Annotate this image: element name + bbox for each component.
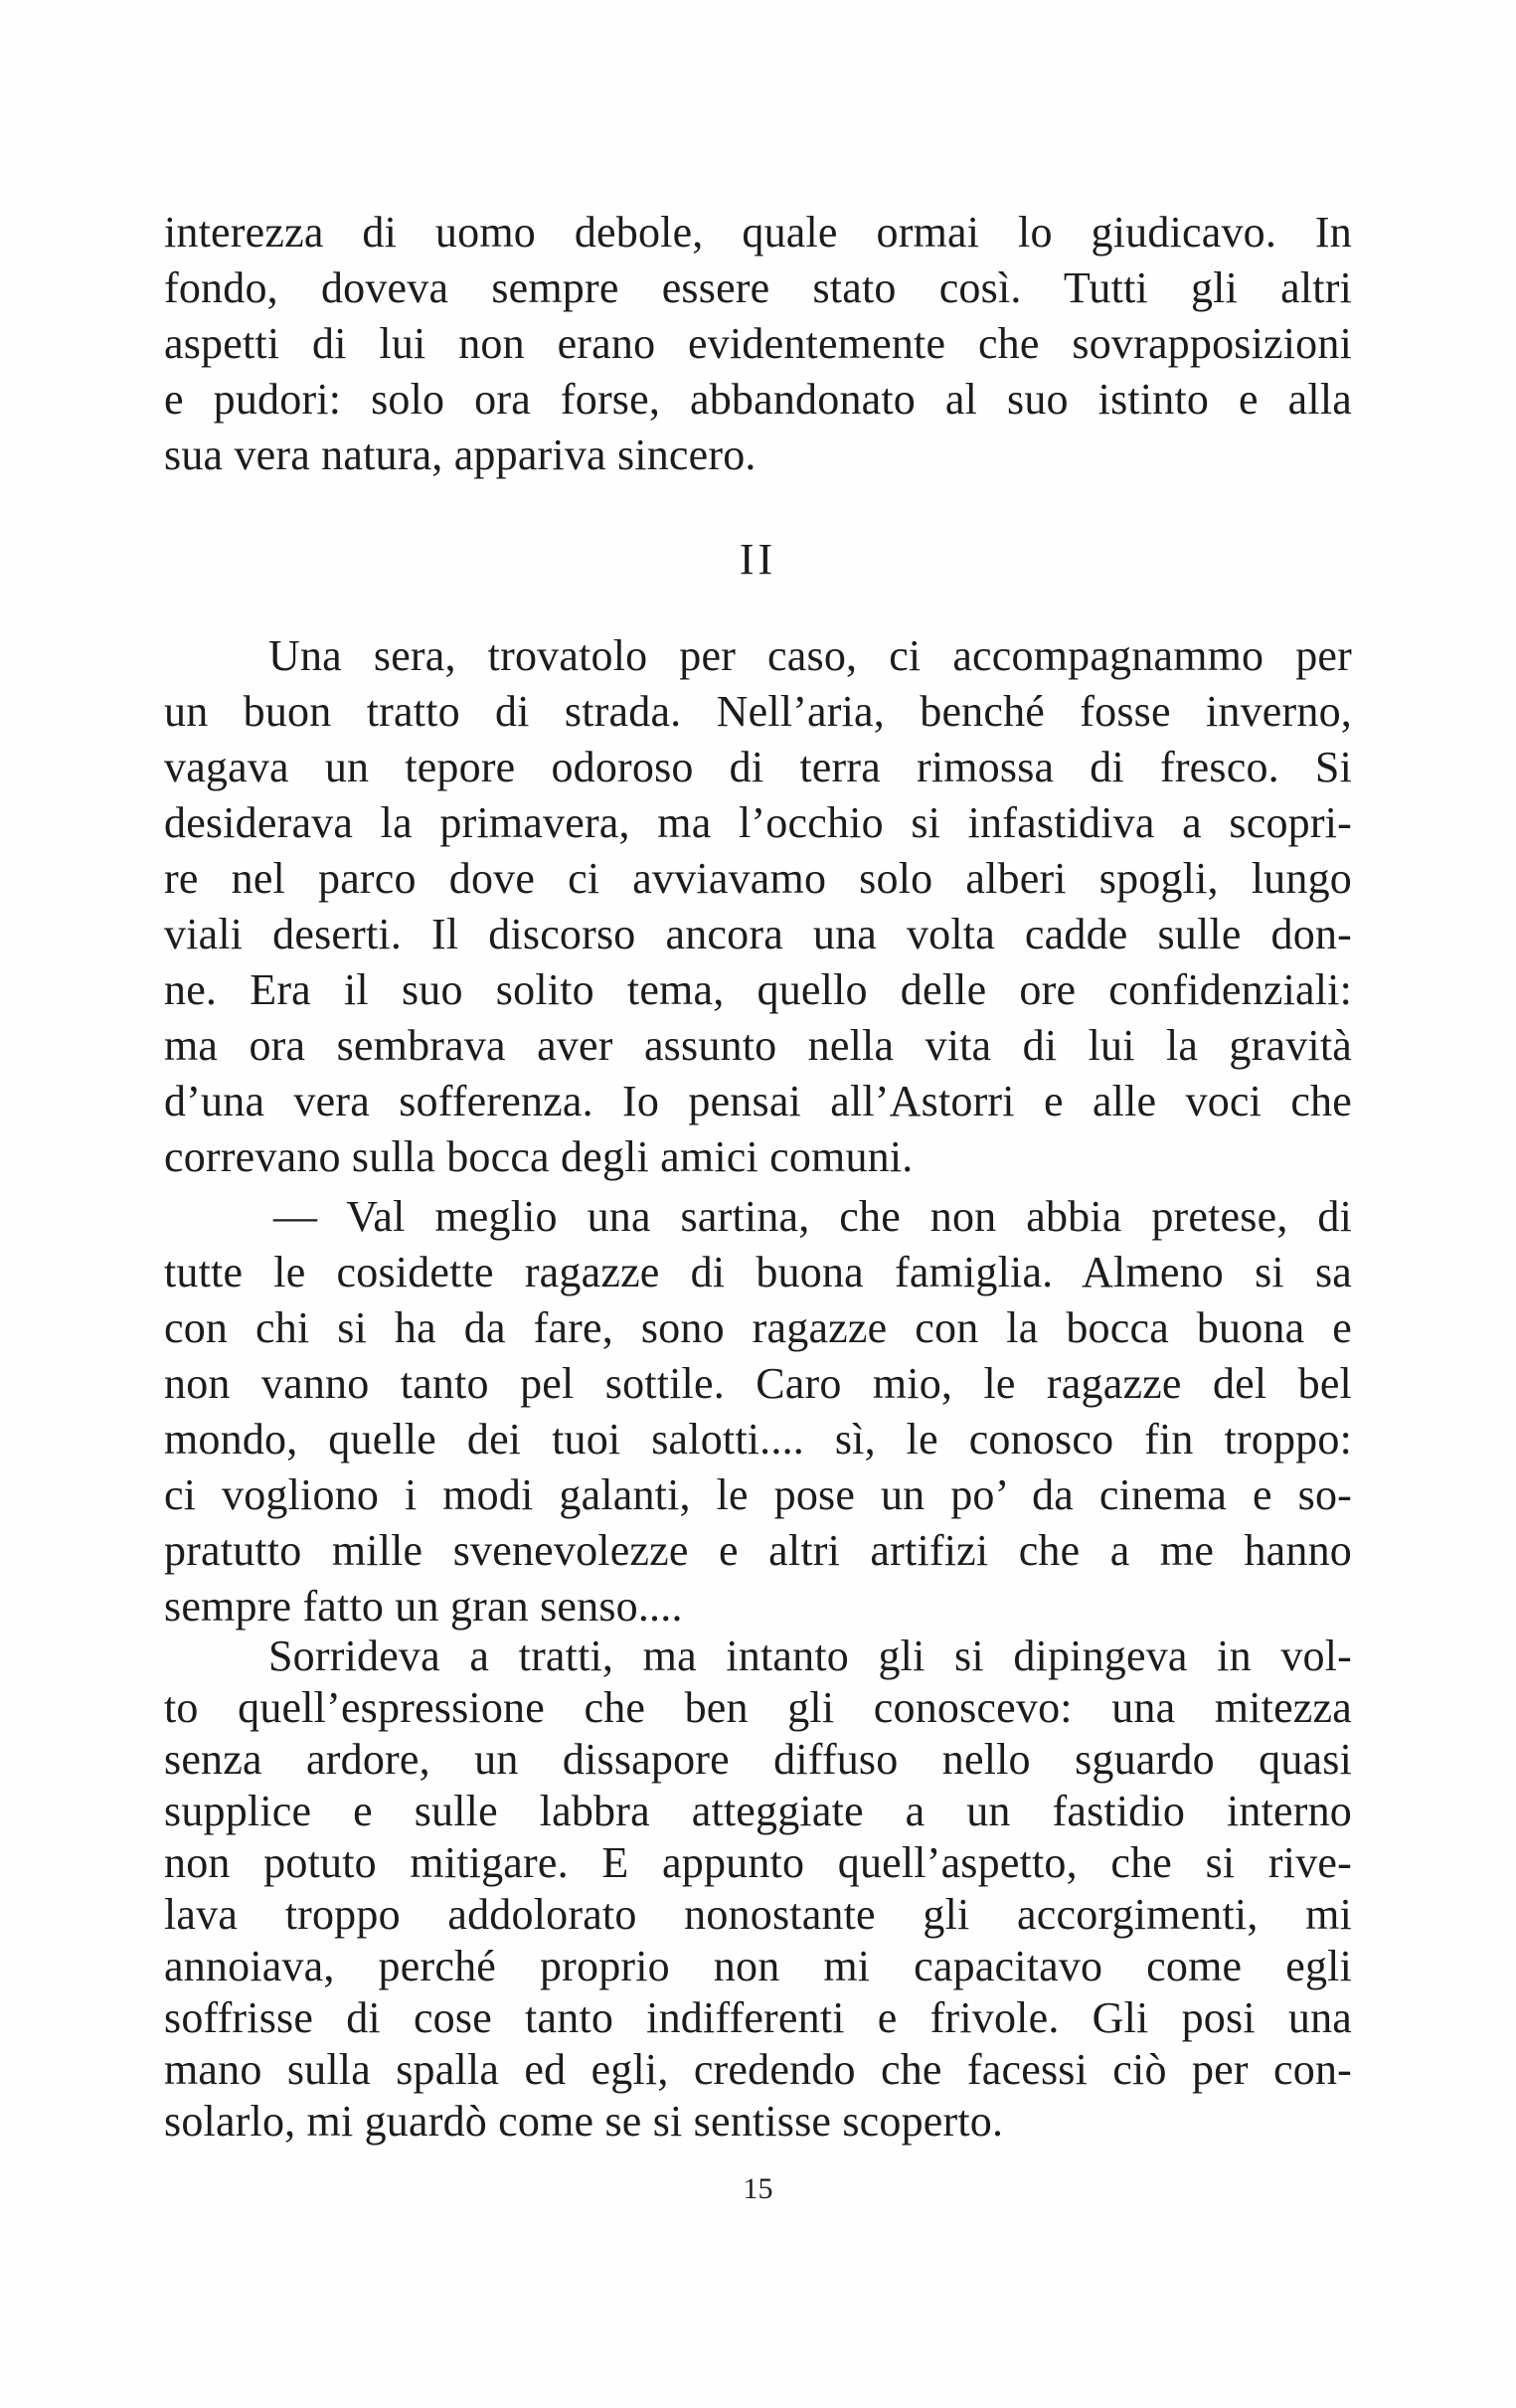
section-heading: II (739, 535, 777, 584)
text-line: interezza di uomo debole, quale ormai lo giudicavo. In (164, 208, 1352, 257)
text-line: fondo, doveva sempre essere stato così. Tutti gli altri (164, 263, 1352, 312)
text-line: soffrisse di cose tanto indifferenti e frivole. Gli posi una (164, 1993, 1352, 2042)
text-line: ci vogliono i modi galanti, le pose un po’ da cinema e so- (164, 1470, 1352, 1519)
text-line: sempre fatto un gran senso.... (164, 1582, 683, 1631)
page-number: 15 (743, 2172, 773, 2205)
text-line: non vanno tanto pel sottile. Caro mio, le ragazze del bel (164, 1359, 1352, 1408)
text-line: sua vera natura, appariva sincero. (164, 430, 757, 479)
text-line: mano sulla spalla ed egli, credendo che facessi ciò per con- (164, 2045, 1352, 2094)
text-line: senza ardore, un dissapore diffuso nello sguardo quasi (164, 1735, 1352, 1784)
text-line: aspetti di lui non erano evidentemente che sovrapposizioni (164, 319, 1352, 368)
text-line: tutte le cosidette ragazze di buona famiglia. Almeno si sa (164, 1248, 1352, 1296)
text-line: con chi si ha da fare, sono ragazze con la bocca buona e (164, 1303, 1352, 1352)
text-line: e pudori: solo ora forse, abbandonato al suo istinto e alla (164, 375, 1352, 424)
text-line: Una sera, trovatolo per caso, ci accompagnammo per (268, 631, 1352, 680)
text-line: lava troppo addolorato nonostante gli accorgimenti, mi (164, 1890, 1352, 1939)
text-line: supplice e sulle labbra atteggiate a un fastidio interno (164, 1787, 1352, 1835)
text-line: solarlo, mi guardò come se si sentisse scoperto. (164, 2097, 1004, 2146)
text-line: re nel parco dove ci avviavamo solo alberi spogli, lungo (164, 854, 1352, 903)
text-line: un buon tratto di strada. Nell’aria, benché fosse inverno, (164, 687, 1352, 736)
text-line: ma ora sembrava aver assunto nella vita di lui la gravità (164, 1021, 1352, 1070)
text-line: — Val meglio una sartina, che non abbia pretese, di (273, 1192, 1352, 1241)
text-line: Sorrideva a tratti, ma intanto gli si dipingeva in vol- (268, 1632, 1352, 1680)
text-line: annoiava, perché proprio non mi capacitavo come egli (164, 1942, 1352, 1990)
text-line: vagava un tepore odoroso di terra rimossa di fresco. Si (164, 743, 1352, 791)
text-line: non potuto mitigare. E appunto quell’aspetto, che si rive- (164, 1838, 1352, 1887)
text-line: d’una vera sofferenza. Io pensai all’Astorri e alle voci che (164, 1077, 1352, 1125)
text-line: desiderava la primavera, ma l’occhio si infastidiva a scopri- (164, 798, 1352, 847)
text-line: mondo, quelle dei tuoi salotti.... sì, le conosco fin troppo: (164, 1415, 1352, 1463)
text-line: ne. Era il suo solito tema, quello delle ore confidenziali: (164, 965, 1352, 1014)
text-line: viali deserti. Il discorso ancora una volta cadde sulle don- (164, 910, 1352, 958)
text-line: pratutto mille svenevolezze e altri artifizi che a me hanno (164, 1526, 1352, 1575)
text-line: correvano sulla bocca degli amici comuni. (164, 1132, 914, 1181)
text-line: to quell’espressione che ben gli conoscevo: una mitezza (164, 1683, 1352, 1732)
